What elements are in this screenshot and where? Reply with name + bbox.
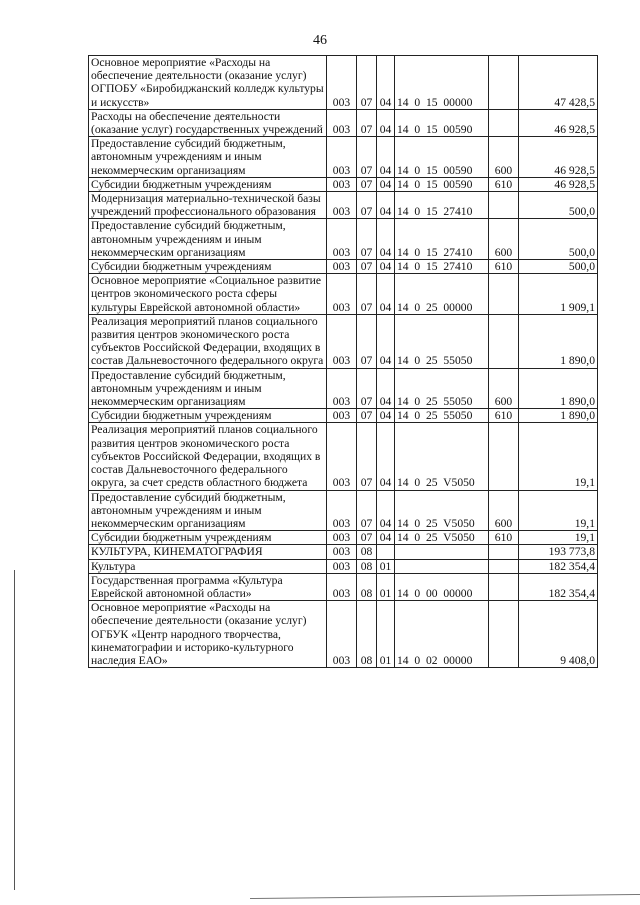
row-gr: 003	[327, 531, 357, 545]
row-vr	[489, 109, 519, 136]
row-gr: 003	[327, 490, 357, 531]
row-sum: 46 928,5	[519, 137, 598, 178]
row-sum: 1 890,0	[519, 409, 598, 423]
row-sum: 46 928,5	[519, 177, 598, 191]
table-row	[89, 368, 598, 409]
row-gr: 003	[327, 559, 357, 573]
budget-table	[88, 55, 598, 668]
row-csr: 14 0 15 27410	[395, 219, 489, 260]
row-r: 07	[357, 192, 377, 219]
row-pr: 04	[377, 423, 395, 490]
row-name: Расходы на обеспечение деятельности (оказание услуг) государственных учреждений	[89, 109, 327, 136]
row-pr: 04	[377, 219, 395, 260]
row-csr: 14 0 25 55050	[395, 368, 489, 409]
row-gr: 003	[327, 109, 357, 136]
row-csr: 14 0 25 55050	[395, 314, 489, 368]
row-gr: 003	[327, 423, 357, 490]
row-name: Культура	[89, 559, 327, 573]
row-name: Основное мероприятие «Расходы на обеспечение деятельности (оказание услуг) ОГБУК «Центр народного творчества, кинематографии и историко-культурного наследия ЕАО»	[89, 601, 327, 668]
row-sum: 19,1	[519, 490, 598, 531]
row-gr: 003	[327, 368, 357, 409]
row-vr	[489, 573, 519, 600]
row-vr	[489, 314, 519, 368]
row-vr	[489, 559, 519, 573]
row-csr: 14 0 15 27410	[395, 192, 489, 219]
row-vr	[489, 274, 519, 315]
row-name: Субсидии бюджетным учреждениям	[89, 531, 327, 545]
row-gr: 003	[327, 545, 357, 559]
row-pr: 04	[377, 192, 395, 219]
row-gr: 003	[327, 601, 357, 668]
row-pr: 01	[377, 601, 395, 668]
table-row	[89, 274, 598, 315]
table-row	[89, 314, 598, 368]
row-r: 07	[357, 274, 377, 315]
table-row	[89, 109, 598, 136]
row-sum: 1 890,0	[519, 314, 598, 368]
row-name: Основное мероприятие «Социальное развитие центров экономического роста сферы культуры Еврейской автономной области»	[89, 274, 327, 315]
row-pr: 04	[377, 260, 395, 274]
row-pr	[377, 545, 395, 559]
table-row	[89, 219, 598, 260]
row-pr: 04	[377, 531, 395, 545]
row-vr	[489, 545, 519, 559]
row-csr: 14 0 25 V5050	[395, 490, 489, 531]
row-name: Субсидии бюджетным учреждениям	[89, 409, 327, 423]
table-row	[89, 531, 598, 545]
row-gr: 003	[327, 314, 357, 368]
row-csr: 14 0 00 00000	[395, 573, 489, 600]
table-row	[89, 137, 598, 178]
row-sum: 47 428,5	[519, 56, 598, 110]
row-csr	[395, 559, 489, 573]
row-gr: 003	[327, 409, 357, 423]
row-pr: 04	[377, 314, 395, 368]
page-number: 46	[313, 33, 327, 48]
row-gr: 003	[327, 573, 357, 600]
row-r: 07	[357, 177, 377, 191]
row-r: 07	[357, 260, 377, 274]
row-r: 07	[357, 56, 377, 110]
row-vr: 610	[489, 409, 519, 423]
scan-edge-left	[14, 570, 15, 890]
row-gr: 003	[327, 177, 357, 191]
row-r: 07	[357, 423, 377, 490]
row-csr	[395, 545, 489, 559]
row-name: Государственная программа «Культура Еврейской автономной области»	[89, 573, 327, 600]
table-row	[89, 177, 598, 191]
row-vr	[489, 601, 519, 668]
row-pr: 01	[377, 559, 395, 573]
row-pr: 01	[377, 573, 395, 600]
row-name: Предоставление субсидий бюджетным, автономным учреждениям и иным некоммерческим организациям	[89, 219, 327, 260]
row-sum: 500,0	[519, 219, 598, 260]
row-sum: 9 408,0	[519, 601, 598, 668]
row-gr: 003	[327, 219, 357, 260]
budget-table-body	[89, 56, 598, 668]
row-r: 07	[357, 409, 377, 423]
table-row	[89, 573, 598, 600]
table-row	[89, 260, 598, 274]
row-csr: 14 0 25 V5050	[395, 423, 489, 490]
row-pr: 04	[377, 177, 395, 191]
row-sum: 182 354,4	[519, 573, 598, 600]
row-pr: 04	[377, 56, 395, 110]
row-csr: 14 0 15 27410	[395, 260, 489, 274]
row-sum: 19,1	[519, 531, 598, 545]
row-pr: 04	[377, 109, 395, 136]
row-csr: 14 0 15 00000	[395, 56, 489, 110]
table-row	[89, 56, 598, 110]
row-sum: 500,0	[519, 260, 598, 274]
table-row	[89, 490, 598, 531]
table-row	[89, 559, 598, 573]
row-pr: 04	[377, 368, 395, 409]
row-r: 07	[357, 490, 377, 531]
row-r: 07	[357, 109, 377, 136]
row-gr: 003	[327, 56, 357, 110]
row-pr: 04	[377, 490, 395, 531]
row-name: Предоставление субсидий бюджетным, автономным учреждениям и иным некоммерческим организациям	[89, 368, 327, 409]
scan-edge-bottom	[250, 894, 640, 899]
row-name: Субсидии бюджетным учреждениям	[89, 177, 327, 191]
row-r: 08	[357, 545, 377, 559]
row-sum: 500,0	[519, 192, 598, 219]
row-r: 07	[357, 314, 377, 368]
row-gr: 003	[327, 192, 357, 219]
row-name: Модернизация материально-технической базы учреждений профессионального образования	[89, 192, 327, 219]
row-name: Реализация мероприятий планов социального развития центров экономического роста субъектов Российской Федерации, входящих в состав Дальневосточного федерального округа	[89, 314, 327, 368]
row-vr	[489, 56, 519, 110]
row-vr: 600	[489, 490, 519, 531]
row-sum: 46 928,5	[519, 109, 598, 136]
row-sum: 1 909,1	[519, 274, 598, 315]
row-r: 08	[357, 559, 377, 573]
row-r: 08	[357, 573, 377, 600]
row-sum: 193 773,8	[519, 545, 598, 559]
row-csr: 14 0 15 00590	[395, 109, 489, 136]
row-vr: 610	[489, 531, 519, 545]
row-csr: 14 0 15 00590	[395, 137, 489, 178]
row-r: 07	[357, 531, 377, 545]
row-vr: 610	[489, 260, 519, 274]
row-pr: 04	[377, 274, 395, 315]
table-row	[89, 545, 598, 559]
row-name: Предоставление субсидий бюджетным, автономным учреждениям и иным некоммерческим организациям	[89, 490, 327, 531]
table-row	[89, 409, 598, 423]
row-csr: 14 0 15 00590	[395, 177, 489, 191]
row-pr: 04	[377, 137, 395, 178]
row-name: Основное мероприятие «Расходы на обеспечение деятельности (оказание услуг) ОГПОБУ «Биробиджанский колледж культуры и искусств»	[89, 56, 327, 110]
row-csr: 14 0 25 00000	[395, 274, 489, 315]
row-csr: 14 0 25 55050	[395, 409, 489, 423]
row-r: 07	[357, 137, 377, 178]
row-vr: 600	[489, 219, 519, 260]
row-sum: 19,1	[519, 423, 598, 490]
row-name: Предоставление субсидий бюджетным, автономным учреждениям и иным некоммерческим организациям	[89, 137, 327, 178]
row-csr: 14 0 02 00000	[395, 601, 489, 668]
table-row	[89, 192, 598, 219]
row-gr: 003	[327, 274, 357, 315]
table-row	[89, 601, 598, 668]
row-csr: 14 0 25 V5050	[395, 531, 489, 545]
row-vr: 600	[489, 137, 519, 178]
row-vr: 610	[489, 177, 519, 191]
row-pr: 04	[377, 409, 395, 423]
row-r: 08	[357, 601, 377, 668]
row-r: 07	[357, 368, 377, 409]
row-sum: 1 890,0	[519, 368, 598, 409]
row-name: КУЛЬТУРА, КИНЕМАТОГРАФИЯ	[89, 545, 327, 559]
table-row	[89, 423, 598, 490]
row-name: Субсидии бюджетным учреждениям	[89, 260, 327, 274]
row-vr: 600	[489, 368, 519, 409]
row-r: 07	[357, 219, 377, 260]
row-sum: 182 354,4	[519, 559, 598, 573]
row-vr	[489, 423, 519, 490]
row-vr	[489, 192, 519, 219]
row-gr: 003	[327, 137, 357, 178]
row-name: Реализация мероприятий планов социального развития центров экономического роста субъектов Российской Федерации, входящих в состав Дальневосточного федерального округа, за счет средств областного бюджета	[89, 423, 327, 490]
row-gr: 003	[327, 260, 357, 274]
